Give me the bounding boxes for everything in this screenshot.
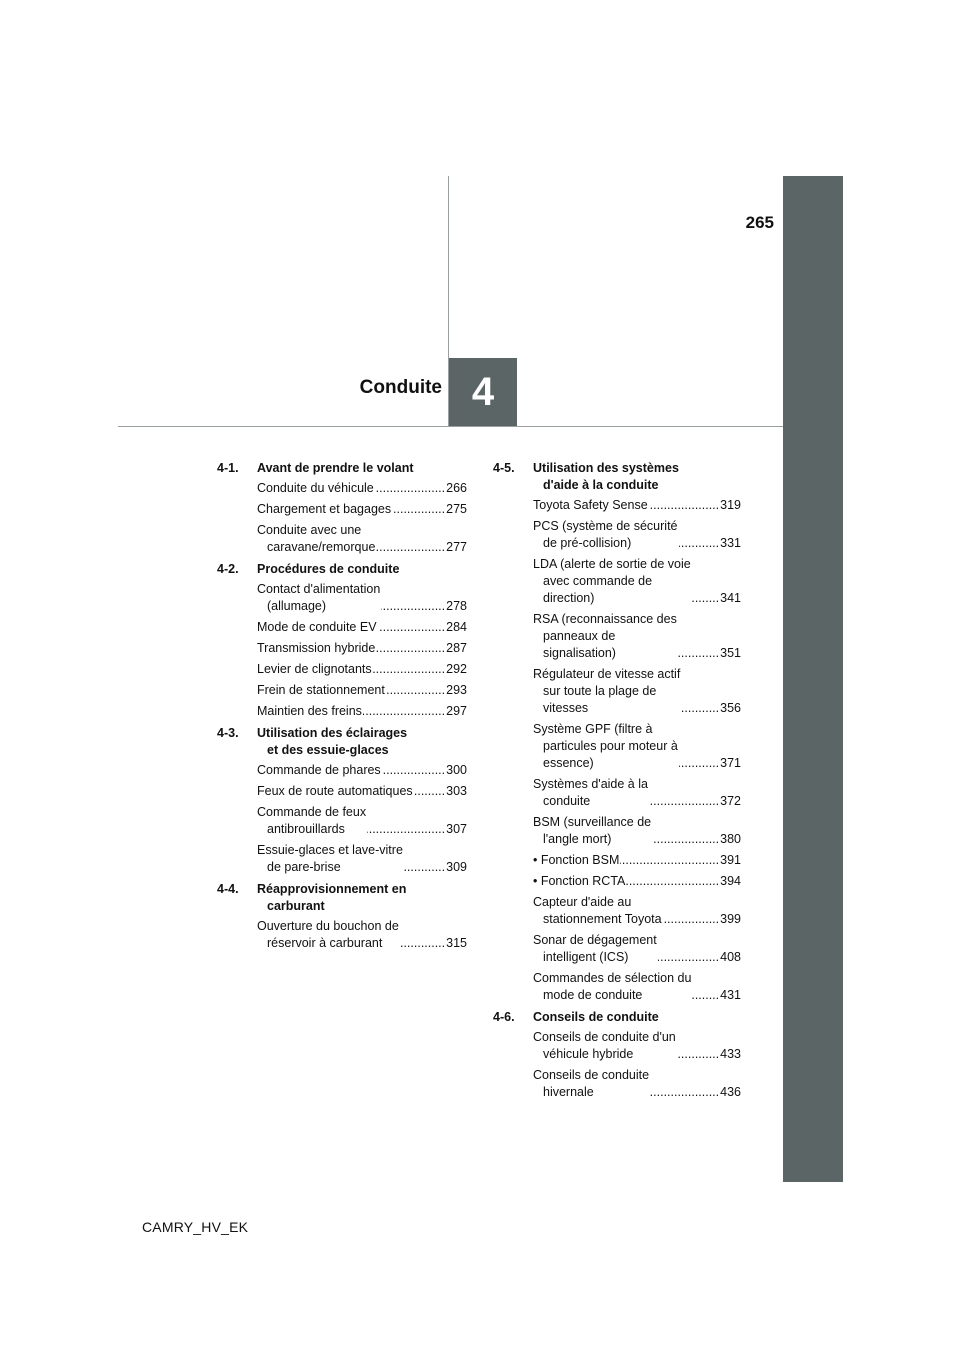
toc-entry-page: 351 xyxy=(720,646,741,660)
toc-entry-page: 399 xyxy=(720,912,741,926)
toc-entry[interactable] xyxy=(257,661,467,678)
toc-section-number: 4-6. xyxy=(493,1010,515,1024)
toc-entry-label: Feux de route automatiques xyxy=(257,784,413,798)
toc-column-left xyxy=(217,460,467,957)
toc-entry[interactable] xyxy=(533,518,741,552)
toc-entry-page: 277 xyxy=(446,540,467,554)
chapter-title: Conduite xyxy=(359,377,442,398)
toc-entry-text xyxy=(257,480,446,497)
toc-entry-page: 307 xyxy=(446,822,467,836)
toc-entry-label: Maintien des freins xyxy=(257,704,362,718)
toc-entry-text xyxy=(533,814,720,848)
toc-entry-label: Conseils de conduite hivernale xyxy=(533,1068,650,1099)
toc-entry[interactable] xyxy=(533,814,741,848)
toc-leader-dots xyxy=(392,501,445,518)
toc-section-number: 4-3. xyxy=(217,726,239,740)
toc-leader-dots xyxy=(404,859,445,876)
toc-entry[interactable] xyxy=(533,497,741,514)
toc-entry[interactable] xyxy=(257,918,467,952)
toc-leader-dots xyxy=(620,852,719,869)
toc-entry[interactable] xyxy=(257,783,467,800)
toc-entry-page: 303 xyxy=(446,784,467,798)
toc-entry[interactable] xyxy=(533,1067,741,1101)
toc-leader-dots xyxy=(367,821,445,838)
toc-entry-label: Ouverture du bouchon de réservoir à carburant xyxy=(257,919,399,950)
toc-leader-dots xyxy=(677,1046,719,1063)
toc-section-number: 4-5. xyxy=(493,461,515,475)
toc-entry-page: 292 xyxy=(446,662,467,676)
toc-entry-page: 394 xyxy=(720,874,741,888)
toc-entry-label: Levier de clignotants xyxy=(257,662,372,676)
toc-leader-dots xyxy=(692,987,719,1004)
toc-entry-text xyxy=(257,619,446,636)
toc-section-title: Procédures de conduite xyxy=(257,562,400,576)
toc-entry-text xyxy=(533,873,720,890)
toc-section-heading xyxy=(217,561,467,578)
toc-entry-text xyxy=(257,918,446,952)
toc-leader-dots xyxy=(652,831,719,848)
toc-leader-dots xyxy=(663,911,720,928)
toc-entry-page: 287 xyxy=(446,641,467,655)
toc-entry-page: 341 xyxy=(720,591,741,605)
toc-entry[interactable] xyxy=(533,852,741,869)
toc-leader-dots xyxy=(626,873,719,890)
toc-entry-page: 300 xyxy=(446,763,467,777)
toc-entry[interactable] xyxy=(257,522,467,556)
toc-entry-text xyxy=(533,932,720,966)
toc-entry-page: 309 xyxy=(446,860,467,874)
toc-entry-page: 315 xyxy=(446,936,467,950)
toc-entry-page: 372 xyxy=(720,794,741,808)
toc-leader-dots xyxy=(363,703,445,720)
toc-leader-dots xyxy=(378,619,446,636)
page-number: 265 xyxy=(745,213,774,232)
toc-entry-page: 356 xyxy=(720,701,741,715)
toc-leader-dots xyxy=(679,535,720,552)
toc-entry-text xyxy=(533,556,720,607)
toc-entry-text xyxy=(257,501,446,518)
toc-entry-label: LDA (alerte de sortie de voie avec commande de direction) xyxy=(533,557,691,605)
toc-entry[interactable] xyxy=(533,970,741,1004)
toc-entry-page: 293 xyxy=(446,683,467,697)
toc-leader-dots xyxy=(376,539,445,556)
toc-entry-label: Chargement et bagages xyxy=(257,502,392,516)
toc-entry-page: 380 xyxy=(720,832,741,846)
toc-entry[interactable] xyxy=(257,682,467,699)
toc-leader-dots xyxy=(658,949,719,966)
toc-section-heading xyxy=(493,1009,741,1026)
toc-entry-text xyxy=(533,1029,720,1063)
toc-entry-text xyxy=(533,776,720,810)
toc-entry-label: Frein de stationnement xyxy=(257,683,385,697)
toc-entry-label: Mode de conduite EV xyxy=(257,620,377,634)
toc-entry-page: 284 xyxy=(446,620,467,634)
toc-section-title: Utilisation des systèmes d'aide à la conduite xyxy=(533,461,679,492)
toc-entry-label: Commande de feux antibrouillards xyxy=(257,805,367,836)
toc-entry[interactable] xyxy=(533,611,741,662)
toc-section xyxy=(217,725,467,876)
toc-entry-page: 319 xyxy=(720,498,741,512)
toc-section-heading xyxy=(217,460,467,477)
toc-section-number: 4-4. xyxy=(217,882,239,896)
toc-entry-label: Système GPF (filtre à particules pour moteur à essence) xyxy=(533,722,678,770)
toc-entry-text xyxy=(257,640,446,657)
toc-leader-dots xyxy=(692,590,719,607)
toc-entry-page: 431 xyxy=(720,988,741,1002)
toc-section-heading xyxy=(217,881,467,915)
toc-entry-label: Conduite du véhicule xyxy=(257,481,374,495)
toc-section-heading xyxy=(493,460,741,494)
toc-section-title: Utilisation des éclairages et des essuie-glaces xyxy=(257,726,408,757)
toc-entry[interactable] xyxy=(533,776,741,810)
toc-entry-text xyxy=(533,852,720,869)
toc-section-title: Conseils de conduite xyxy=(533,1010,659,1024)
toc-section-number: 4-2. xyxy=(217,562,239,576)
toc-entry-text xyxy=(533,611,720,662)
toc-entry[interactable] xyxy=(257,804,467,838)
toc-entry-label: BSM (surveillance de l'angle mort) xyxy=(533,815,652,846)
toc-entry-label: Transmission hybride xyxy=(257,641,376,655)
toc-leader-dots xyxy=(678,645,719,662)
toc-section xyxy=(493,460,741,1004)
toc-section-heading xyxy=(217,725,467,759)
toc-entry-text xyxy=(257,581,446,615)
toc-entry-text xyxy=(257,804,446,838)
toc-entry[interactable] xyxy=(533,721,741,772)
toc-column-right xyxy=(493,460,741,1106)
toc-section-number: 4-1. xyxy=(217,461,239,475)
toc-entry-label: Toyota Safety Sense xyxy=(533,498,648,512)
toc-entry-page: 371 xyxy=(720,756,741,770)
toc-section xyxy=(493,1009,741,1101)
toc-entry-label: Conseils de conduite d'un véhicule hybride xyxy=(533,1030,676,1061)
toc-leader-dots xyxy=(649,497,719,514)
toc-leader-dots xyxy=(375,480,445,497)
toc-entry-page: 297 xyxy=(446,704,467,718)
toc-entry[interactable] xyxy=(533,932,741,966)
toc-entry[interactable] xyxy=(257,480,467,497)
toc-entry-text xyxy=(257,842,446,876)
toc-section xyxy=(217,561,467,720)
toc-leader-dots xyxy=(400,935,445,952)
document-code: CAMRY_HV_EK xyxy=(142,1219,249,1235)
toc-entry-label: Régulateur de vitesse actif sur toute la plage de vitesses xyxy=(533,667,681,715)
toc-entry-page: 275 xyxy=(446,502,467,516)
toc-entry-label: Commandes de sélection du mode de conduite xyxy=(533,971,692,1002)
toc-entry[interactable] xyxy=(257,842,467,876)
toc-entry[interactable] xyxy=(257,581,467,615)
toc-section xyxy=(217,460,467,556)
toc-entry-label: • Fonction BSM xyxy=(533,853,620,867)
toc-entry-text xyxy=(257,522,446,556)
toc-leader-dots xyxy=(386,682,445,699)
toc-entry-text xyxy=(533,518,720,552)
chapter-number-box: 4 xyxy=(449,358,517,426)
toc-entry-label: RSA (reconnaissance des panneaux de signalisation) xyxy=(533,612,677,660)
toc-entry-text xyxy=(257,703,446,720)
toc-entry-text xyxy=(257,661,446,678)
toc-leader-dots xyxy=(376,640,445,657)
toc-leader-dots xyxy=(381,598,445,615)
toc-entry[interactable] xyxy=(257,619,467,636)
toc-entry-label: Essuie-glaces et lave-vitre de pare-brise xyxy=(257,843,403,874)
toc-leader-dots xyxy=(650,1084,719,1101)
toc-entry-page: 266 xyxy=(446,481,467,495)
toc-entry-page: 436 xyxy=(720,1085,741,1099)
toc-entry-label: • Fonction RCTA xyxy=(533,874,626,888)
toc-entry-label: Contact d'alimentation (allumage) xyxy=(257,582,381,613)
toc-entry[interactable] xyxy=(257,640,467,657)
toc-entry-label: PCS (système de sécurité de pré-collision) xyxy=(533,519,678,550)
toc-entry-text xyxy=(533,970,720,1004)
toc-leader-dots xyxy=(679,755,719,772)
toc-leader-dots xyxy=(382,762,445,779)
toc-entry-page: 408 xyxy=(720,950,741,964)
toc-entry[interactable] xyxy=(533,666,741,717)
horizontal-rule xyxy=(118,426,783,427)
toc-entry-text xyxy=(257,783,446,800)
toc-entry-text xyxy=(533,497,720,514)
toc-entry-label: Commande de phares xyxy=(257,763,381,777)
toc-entry[interactable] xyxy=(533,894,741,928)
toc-entry-text xyxy=(533,721,720,772)
toc-entry[interactable] xyxy=(533,1029,741,1063)
toc-entry-label: Capteur d'aide au stationnement Toyota xyxy=(533,895,662,926)
toc-entry-text xyxy=(257,762,446,779)
toc-entry[interactable] xyxy=(257,762,467,779)
toc-entry[interactable] xyxy=(533,873,741,890)
toc-leader-dots xyxy=(681,700,719,717)
toc-leader-dots xyxy=(649,793,719,810)
toc-entry-page: 391 xyxy=(720,853,741,867)
toc-entry-text xyxy=(533,666,720,717)
toc-entry-label: Systèmes d'aide à la conduite xyxy=(533,777,648,808)
toc-section-title: Réapprovisionnement en carburant xyxy=(257,882,407,913)
toc-entry-label: Conduite avec une caravane/remorque xyxy=(257,523,376,554)
toc-entry-text xyxy=(257,682,446,699)
toc-section-title: Avant de prendre le volant xyxy=(257,461,414,475)
toc-entry-page: 331 xyxy=(720,536,741,550)
toc-entry[interactable] xyxy=(257,501,467,518)
toc-leader-dots xyxy=(414,783,445,800)
chapter-side-tab xyxy=(783,176,843,1182)
toc-entry-text xyxy=(533,1067,720,1101)
toc-entry[interactable] xyxy=(257,703,467,720)
toc-leader-dots xyxy=(373,661,445,678)
toc-entry-text xyxy=(533,894,720,928)
toc-entry[interactable] xyxy=(533,556,741,607)
toc-entry-page: 278 xyxy=(446,599,467,613)
toc-entry-label: Sonar de dégagement intelligent (ICS) xyxy=(533,933,657,964)
toc-entry-page: 433 xyxy=(720,1047,741,1061)
toc-section xyxy=(217,881,467,952)
